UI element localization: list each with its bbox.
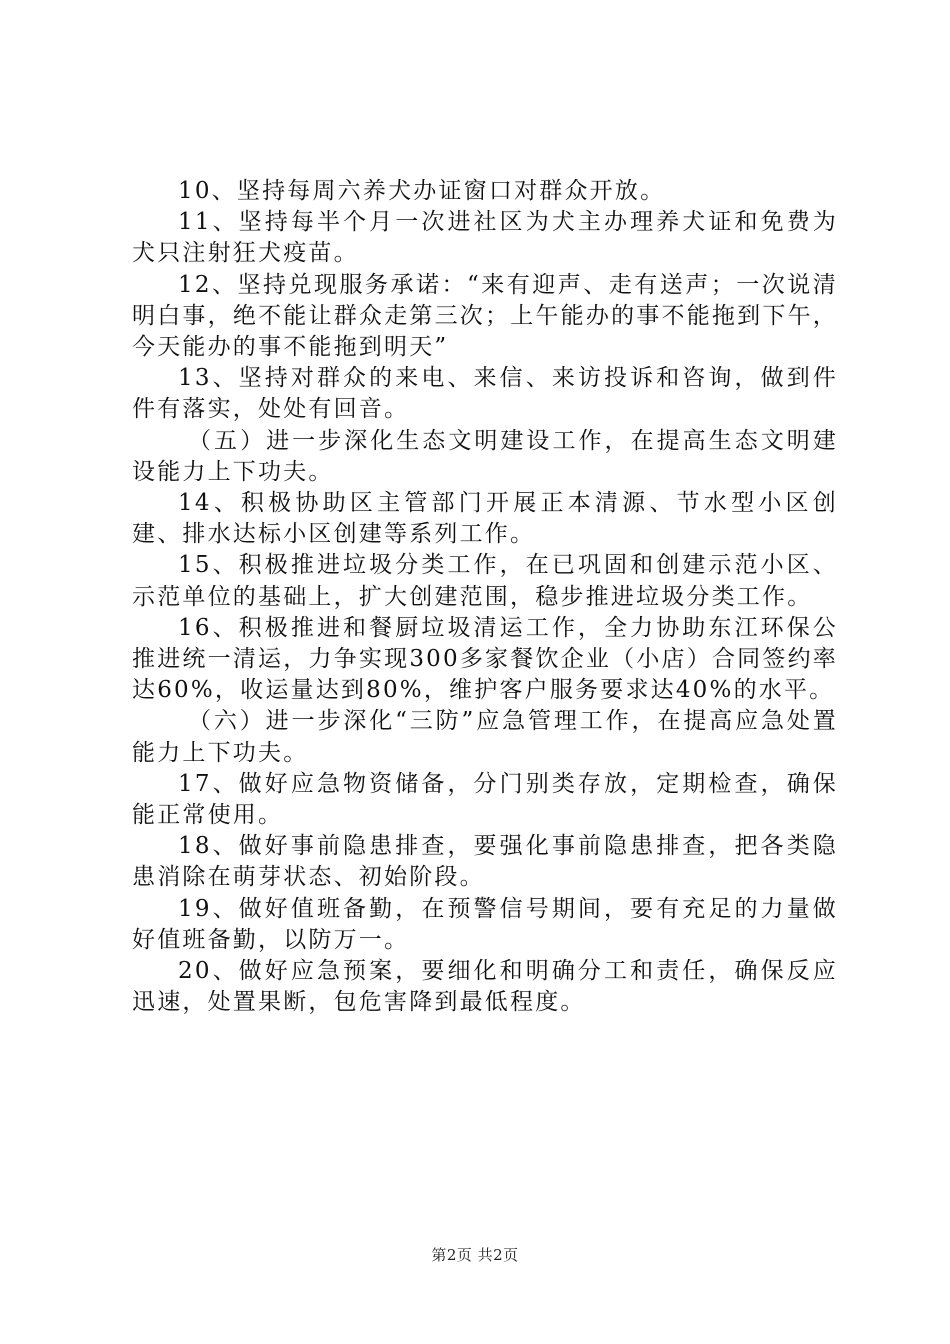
- section-heading-5: （五）进一步深化生态文明建设工作，在提高生态文明建设能力上下功夫。: [132, 427, 838, 485]
- paragraph-item-12: 12、坚持兑现服务承诺：“来有迎声、走有送声；一次说清明白事，绝不能让群众走第三次；上午能办的事不能拖到下午，今天能办的事不能拖到明天”: [132, 271, 838, 361]
- paragraph-item-15: 15、积极推进垃圾分类工作，在已巩固和创建示范小区、示范单位的基础上，扩大创建范围，稳步推进垃圾分类工作。: [132, 552, 838, 610]
- paragraph-item-14: 14、积极协助区主管部门开展正本清源、节水型小区创建、排水达标小区创建等系列工作。: [132, 490, 838, 548]
- paragraph-item-17: 17、做好应急物资储备，分门别类存放，定期检查，确保能正常使用。: [132, 770, 838, 829]
- paragraph-item-20: 20、做好应急预案，要细化和明确分工和责任，确保反应迅速，处置果断，包危害降到最低程度。: [132, 958, 838, 1016]
- paragraph-item-19: 19、做好值班备勤，在预警信号期间，要有充足的力量做好值班备勤，以防万一。: [132, 895, 838, 953]
- paragraph-item-10: 10、坚持每周六养犬办证窗口对群众开放。: [178, 178, 666, 204]
- page-number-footer: 第2页 共2页: [431, 1246, 519, 1264]
- paragraph-item-11: 11、坚持每半个月一次进社区为犬主办理养犬证和免费为犬只注射狂犬疫苗。: [132, 209, 838, 267]
- section-heading-6: （六）进一步深化“三防”应急管理工作，在提高应急处置能力上下功夫。: [132, 708, 838, 766]
- document-body: [132, 176, 838, 1018]
- paragraph-item-16: 16、积极推进和餐厨垃圾清运工作，全力协助东江环保公推进统一清运，力争实现300多家餐饮企业（小店）合同签约率达60%，收运量达到80%，维护客户服务要求达40%的水平。: [132, 614, 838, 704]
- paragraph-item-18: 18、做好事前隐患排查，要强化事前隐患排查，把各类隐患消除在萌芽状态、初始阶段。: [132, 833, 838, 891]
- paragraph-item-13: 13、坚持对群众的来电、来信、来访投诉和咨询，做到件件有落实，处处有回音。: [132, 365, 838, 423]
